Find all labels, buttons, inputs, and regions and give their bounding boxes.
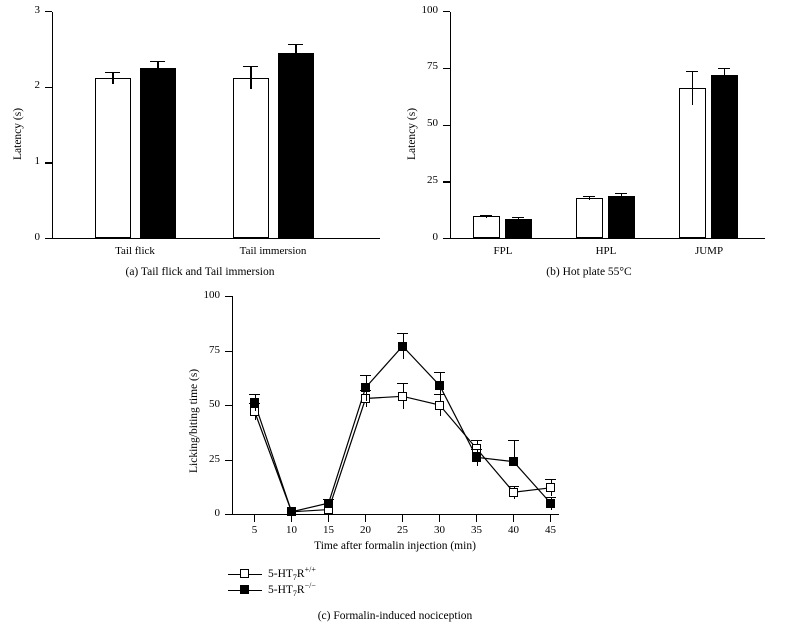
panel-b-bar-hpl-ko: [608, 196, 635, 238]
panel-c-x-ticklabel: 10: [286, 524, 297, 536]
panel-c-x-ticklabel: 30: [434, 524, 445, 536]
panel-a-bar-tailflick-ko: [140, 68, 176, 238]
panel-c-caption: (c) Formalin-induced nociception: [317, 610, 473, 622]
panel-a-x-axis: [52, 238, 380, 239]
filled-square-icon: [228, 582, 262, 598]
panel-c-errorbar-cap: [508, 440, 519, 441]
panel-a-caption: (a) Tail flick and Tail immersion: [125, 266, 275, 278]
panel-b-bar-hpl-wt: [576, 198, 603, 238]
panel-b-errorbar-jump-ko: [724, 68, 725, 82]
panel-c-errorbar-cap: [545, 497, 556, 498]
panel-a-errorbar-cap: [150, 61, 165, 62]
panel-b-errorbar-cap: [583, 196, 595, 197]
panel-b-errorbar-cap: [480, 215, 492, 216]
panel-a-x-ticklabel-tailflick: Tail flick: [115, 245, 155, 257]
panel-b-errorbar-jump-wt: [692, 71, 693, 105]
panel-b-y-ticklabel: 100: [421, 4, 438, 16]
panel-a-errorbar-tailflick-wt: [112, 72, 113, 84]
panel-b-y-ticklabel: 50: [427, 117, 438, 129]
panel-b-y-tick: [443, 68, 450, 69]
panel-c-errorbar-cap: [508, 486, 519, 487]
panel-b-y-axis-title: Latency (s): [406, 107, 418, 160]
panel-b-y-ticklabel: 75: [427, 60, 438, 72]
panel-c-errorbar-cap: [471, 440, 482, 441]
panel-b-hot-plate: [392, 0, 786, 278]
legend-label-knockout: $5-HT_7R^{-/-}$: [268, 581, 316, 599]
panel-c-x-ticklabel: 20: [360, 524, 371, 536]
panel-b-y-tick: [443, 125, 450, 126]
panel-a-errorbar-tailflick-ko: [157, 61, 158, 75]
panel-a-bar-tailimmersion-wt: [233, 78, 269, 238]
panel-b-y-ticklabel: 25: [427, 174, 438, 186]
panel-a-y-ticklabel: 1: [34, 155, 40, 167]
panel-b-x-axis: [450, 238, 765, 239]
panel-c-marker-wt: [398, 392, 407, 401]
panel-c-x-ticklabel: 15: [323, 524, 334, 536]
panel-b-y-tick: [443, 238, 450, 239]
panel-a-y-axis-title: Latency (s): [12, 107, 24, 160]
panel-c-marker-ko: [435, 381, 444, 390]
panel-c-errorbar-cap: [434, 372, 445, 373]
panel-a-tail-flick-immersion: [0, 0, 400, 278]
panel-c-x-ticklabel: 25: [397, 524, 408, 536]
open-square-icon: [228, 566, 262, 582]
panel-c-marker-ko: [287, 507, 296, 516]
panel-b-errorbar-cap: [615, 193, 627, 194]
panel-c-marker-ko: [361, 383, 370, 392]
panel-b-bar-fpl-ko: [505, 219, 532, 238]
panel-a-bar-tailflick-wt: [95, 78, 131, 238]
panel-c-x-ticklabel: 40: [508, 524, 519, 536]
panel-a-y-ticklabel: 2: [34, 79, 40, 91]
panel-c-y-axis-title: Licking/biting time (s): [188, 368, 200, 473]
panel-c-x-ticklabel: 45: [545, 524, 556, 536]
panel-c-errorbar-cap: [397, 333, 408, 334]
panel-b-y-tick: [443, 181, 450, 182]
panel-c-x-ticklabel: 5: [251, 524, 258, 536]
panel-a-y-tick: [45, 238, 52, 239]
panel-c-marker-wt: [509, 488, 518, 497]
panel-a-errorbar-cap: [243, 66, 258, 67]
panel-c-x-axis-title: Time after formalin injection (min): [314, 540, 476, 552]
panel-c-marker-wt: [435, 401, 444, 410]
legend-item-knockout: [228, 582, 316, 598]
panel-a-x-ticklabel-tailimmersion: Tail immersion: [239, 245, 307, 257]
panel-c-marker-ko: [509, 457, 518, 466]
panel-c-marker-ko: [250, 398, 259, 407]
panel-b-y-ticklabel: 0: [432, 231, 438, 243]
panel-b-bar-fpl-wt: [473, 216, 500, 238]
panel-a-errorbar-tailimmersion-wt: [250, 66, 251, 89]
panel-b-x-ticklabel-jump: JUMP: [694, 245, 724, 257]
panel-b-y-axis: [450, 12, 451, 239]
panel-b-caption: (b) Hot plate 55°C: [546, 266, 632, 278]
panel-c-errorbar-cap: [471, 449, 482, 450]
panel-c-errorbar-cap: [360, 375, 371, 376]
legend-item-wildtype: [228, 566, 316, 582]
panel-c-y-ticklabel: 100: [203, 289, 220, 301]
panel-b-x-ticklabel-fpl: FPL: [493, 245, 513, 257]
panel-b-bar-jump-wt: [679, 88, 706, 238]
panel-a-y-tick: [45, 11, 52, 12]
panel-c-marker-ko: [472, 453, 481, 462]
panel-c-formalin-nociception: [180, 288, 610, 633]
panel-c-y-ticklabel: 25: [209, 452, 220, 465]
panel-c-line-ko: [255, 346, 551, 512]
panel-b-x-ticklabel-hpl: HPL: [595, 245, 617, 257]
panel-c-y-ticklabel: 75: [209, 343, 220, 356]
panel-a-y-tick: [45, 87, 52, 88]
panel-b-errorbar-cap: [686, 71, 698, 72]
panel-a-y-ticklabel: 0: [34, 231, 40, 243]
panel-c-marker-ko: [546, 499, 555, 508]
panel-a-errorbar-cap: [105, 72, 120, 73]
panel-a-errorbar-tailimmersion-ko: [295, 44, 296, 62]
panel-c-errorbar-cap: [397, 383, 408, 384]
panel-c-marker-wt: [546, 483, 555, 492]
panel-c-legend: [228, 566, 316, 598]
panel-c-errorbar-cap: [249, 394, 260, 395]
legend-label-wildtype: $5-HT_7R^{+/+}$: [268, 565, 316, 583]
panel-c-marker-ko: [324, 499, 333, 508]
panel-b-errorbar-cap: [512, 217, 524, 218]
panel-c-errorbar-cap: [545, 479, 556, 480]
panel-c-line-wt: [255, 396, 551, 512]
panel-c-y-ticklabel: 0: [214, 507, 220, 519]
panel-b-errorbar-cap: [718, 68, 730, 69]
panel-a-errorbar-cap: [288, 44, 303, 45]
panel-c-x-ticklabel: 35: [471, 524, 482, 536]
panel-b-bar-jump-ko: [711, 75, 738, 238]
panel-a-y-ticklabel: 3: [34, 4, 40, 16]
panel-c-y-ticklabel: 50: [209, 398, 220, 410]
panel-a-bar-tailimmersion-ko: [278, 53, 314, 238]
panel-b-y-tick: [443, 11, 450, 12]
panel-c-marker-ko: [398, 342, 407, 351]
panel-a-y-axis: [52, 12, 53, 239]
panel-a-y-tick: [45, 162, 52, 163]
